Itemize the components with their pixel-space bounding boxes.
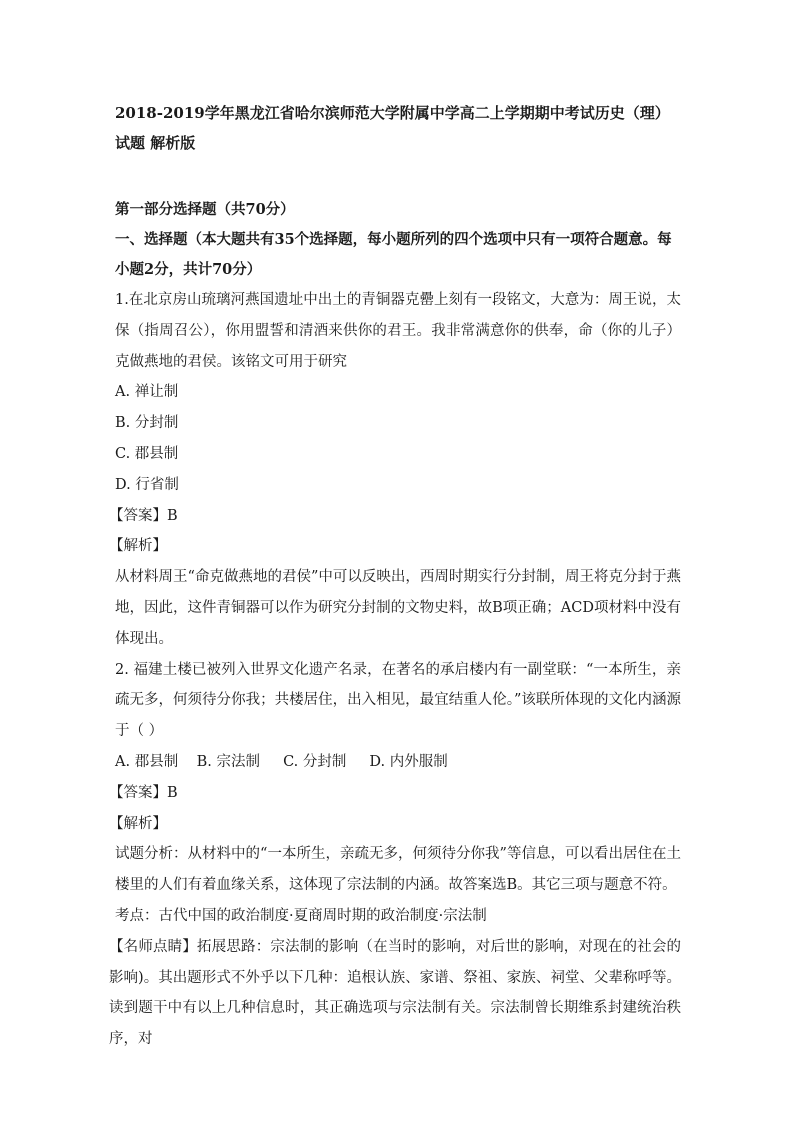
question-2-options (115, 747, 681, 778)
question-2-stem: 2. 福建土楼已被列入世界文化遗产名录，在著名的承启楼内有一副堂联：“一本所生，亲疏无多，何须待分你我；共楼居住，出入相见，最宜结重人伦。”该联所体现的文化内涵源于（ ） (115, 661, 681, 740)
question-1-option-b: B. 分封制 (115, 415, 179, 432)
question-2-kaodian: 考点：古代中国的政治制度·夏商周时期的政治制度·宗法制 (115, 907, 487, 924)
question-2-analysis: 试题分析：从材料中的“一本所生，亲疏无多，何须待分你我”等信息，可以看出居住在土楼里的人们有着血缘关系，这体现了宗法制的内涵。故答案选B。其它三项与题意不符。 (115, 846, 681, 894)
question-1-option-d: D. 行省制 (115, 476, 179, 493)
question-2-answer: 【答案】B (109, 784, 178, 801)
section-heading: 一、选择题（本大题共有35个选择题，每小题所列的四个选项中只有一项符合题意。每小题2分，共计70分） (115, 231, 672, 278)
question-2-option-a: A. 郡县制 (115, 753, 179, 770)
question-2-mingshi: 【名师点睛】拓展思路：宗法制的影响（在当时的影响，对后世的影响，对现在的社会的影响)。其出题形式不外乎以下几种：追根认族、家谱、祭祖、家族、祠堂、父辈称呼等。读到题干中有以上几种信息时，其正确选项与宗法制有关。宗法制曾长期维系封建统治秩序，对 (109, 938, 681, 1048)
question-1-answer: 【答案】B (109, 507, 178, 524)
question-1-option-a: A. 禅让制 (115, 384, 179, 401)
document-title: 2018-2019学年黑龙江省哈尔滨师范大学附属中学高二上学期期中考试历史（理）试题 解析版 (115, 104, 670, 152)
document-content (109, 98, 681, 1055)
question-2-analysis-label: 【解析】 (109, 815, 167, 832)
part-heading: 第一部分选择题（共70分） (115, 201, 295, 218)
question-1-analysis: 从材料周王“命克做燕地的君侯”中可以反映出，西周时期实行分封制，周王将克分封于燕地，因此，这件青铜器可以作为研究分封制的文物史料，故B项正确；ACD项材料中没有体现出。 (115, 569, 681, 647)
option-gap (346, 747, 369, 778)
title-spacer (115, 158, 681, 195)
question-2-option-d: D. 内外服制 (369, 753, 448, 770)
question-2-option-c: C. 分封制 (283, 753, 347, 770)
option-gap (178, 747, 196, 778)
question-1-analysis-label: 【解析】 (109, 538, 167, 555)
question-2-option-b: B. 宗法制 (196, 753, 261, 770)
option-gap (260, 747, 283, 778)
question-1-stem: 1.在北京房山琉璃河燕国遗址中出土的青铜器克罍上刻有一段铭文，大意为：周王说，太保（指周召公），你用盟誓和清酒来供你的君王。我非常满意你的供奉，命（你的儿子）克做燕地的君侯。该铭文可用于研究 (115, 292, 681, 370)
question-1-option-c: C. 郡县制 (115, 445, 179, 462)
